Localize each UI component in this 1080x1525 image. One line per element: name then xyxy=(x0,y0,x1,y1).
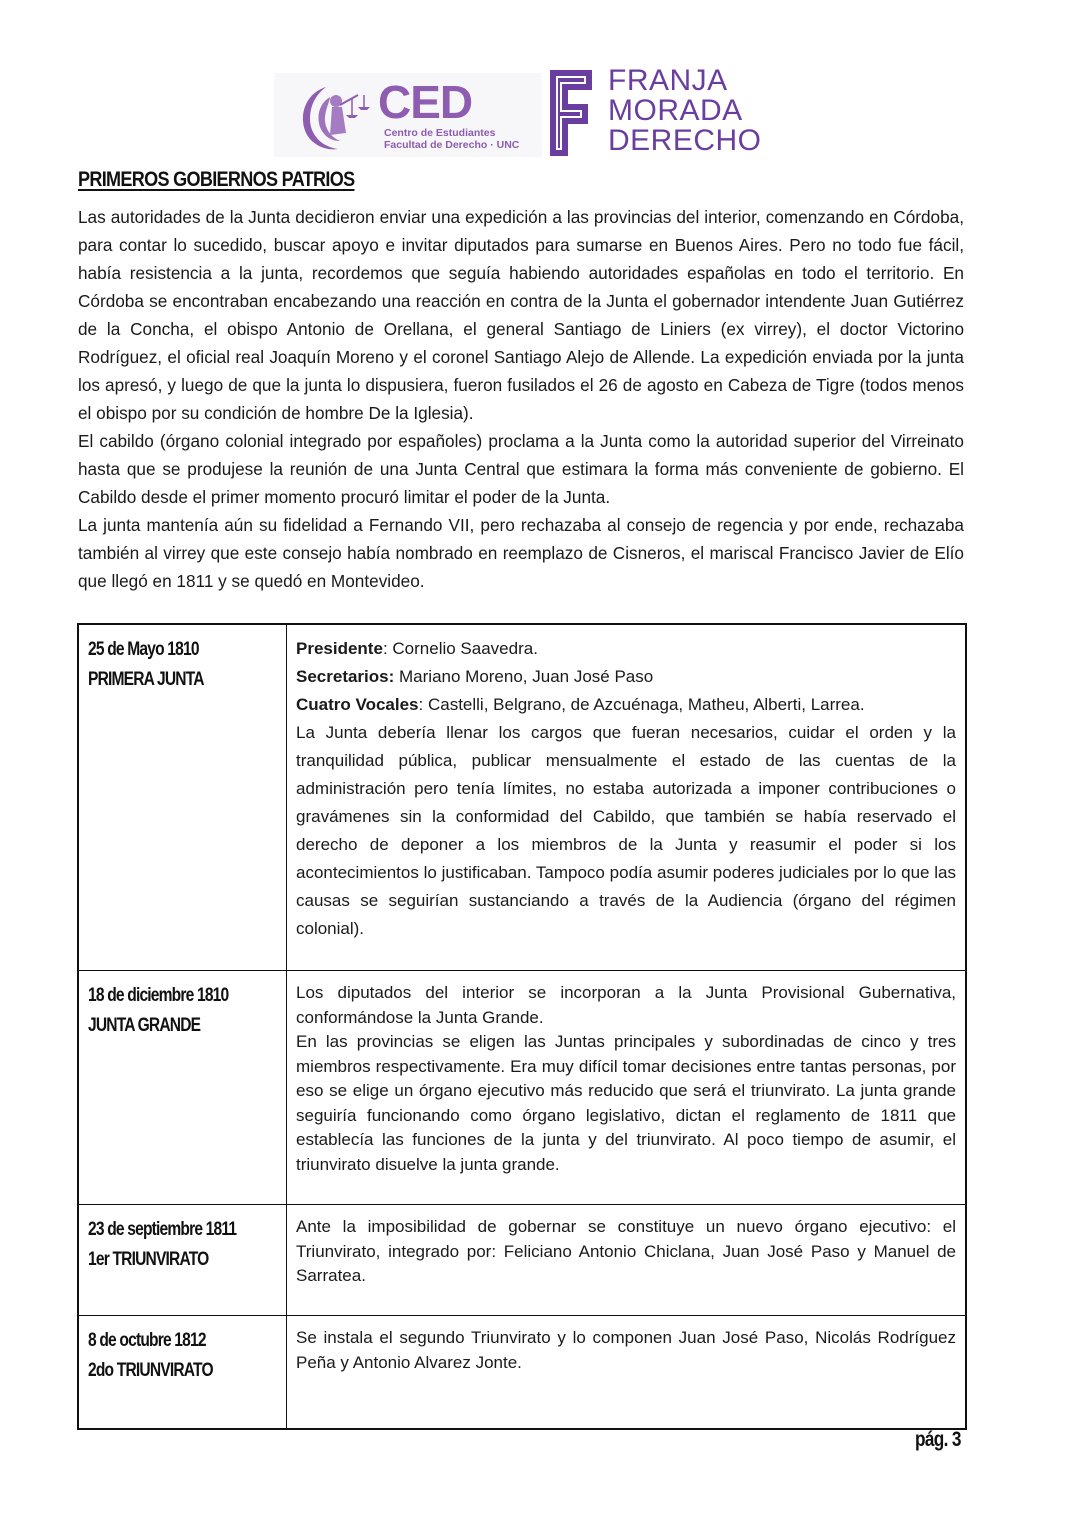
intro-paragraph: El cabildo (órgano colonial integrado por españoles) proclama a la Junta como la autoridad superior del Virreinato hasta que se produjese la reunión de una Junta Central que estimara la forma más conveniente de gobierno. El Cabildo desde el primer momento procuró limitar el poder de la Junta. xyxy=(78,431,964,507)
member-line-vocales: Cuatro Vocales: Castelli, Belgrano, de Azcuénaga, Matheu, Alberti, Larrea. xyxy=(296,695,865,714)
row-date: 23 de septiembre 1811 xyxy=(88,1219,237,1240)
franja-line-3: DERECHO xyxy=(608,124,762,157)
row-government-name: PRIMERA JUNTA xyxy=(88,669,204,690)
table-row xyxy=(78,1316,966,1430)
governments-timeline-table xyxy=(77,623,967,1430)
date-cell xyxy=(78,1205,287,1316)
row-date: 8 de octubre 1812 xyxy=(88,1330,206,1351)
intro-text xyxy=(78,203,964,595)
date-cell xyxy=(78,1316,287,1430)
ced-subtitle-line-2: Facultad de Derecho · UNC xyxy=(384,139,520,151)
table-row xyxy=(78,1205,966,1316)
row-government-name: 2do TRIUNVIRATO xyxy=(88,1360,213,1381)
date-cell xyxy=(78,971,287,1205)
row-description: Se instala el segundo Triunvirato y lo componen Juan José Paso, Nicolás Rodríguez Peña y Antonio Alvarez Jonte. xyxy=(296,1328,956,1372)
description-cell xyxy=(287,1316,967,1430)
ced-wordmark: CED xyxy=(378,76,473,128)
description-cell xyxy=(287,624,967,971)
intro-paragraph: La junta mantenía aún su fidelidad a Fernando VII, pero rechazaba al consejo de regencia y por ende, rechazaba también al virrey que este consejo había nombrado en reemplazo de Cisneros, el mariscal Francisco Javier de Elío que llegó en 1811 y se quedó en Montevideo. xyxy=(78,515,964,591)
intro-paragraph: Las autoridades de la Junta decidieron enviar una expedición a las provincias del interior, comenzando en Córdoba, para contar lo sucedido, buscar apoyo e invitar diputados para sumarse en Buenos Aires. Pero no todo fue fácil, había resistencia a la junta, recordemos que seguía habiendo autoridades españolas en todo el territorio. En Córdoba se encontraban encabezando una reacción en contra de la Junta el gobernador intendente Juan Gutiérrez de la Concha, el obispo Antonio de Orellana, el general Santiago de Liniers (ex virrey), el doctor Victorino Rodríguez, el oficial real Joaquín Moreno y el coronel Santiago Alejo de Allende. La expedición enviada por la junta los apresó, y luego de que la junta lo dispusiera, fueron fusilados el 26 de agosto en Cabeza de Tigre (todos menos el obispo por su condición de hombre De la Iglesia). xyxy=(78,207,964,423)
ced-subtitle-line-1: Centro de Estudiantes xyxy=(384,127,496,139)
description-cell xyxy=(287,971,967,1205)
franja-morada-wordmark xyxy=(608,66,762,156)
member-line-president: Presidente: Cornelio Saavedra. xyxy=(296,639,538,658)
ced-logo xyxy=(274,73,542,157)
page-header xyxy=(274,66,774,160)
table-row xyxy=(78,971,966,1205)
document-title: PRIMEROS GOBIERNOS PATRIOS xyxy=(78,168,355,191)
row-description: Ante la imposibilidad de gobernar se constituye un nuevo órgano ejecutivo: el Triunvirato, integrado por: Feliciano Antonio Chiclana, Juan José Paso y Manuel de Sarratea. xyxy=(296,1217,956,1285)
row-description: La Junta debería llenar los cargos que fueran necesarios, cuidar el orden y la tranquilidad pública, publicar mensualmente el estado de las cuentas de la administración pero tenía límites, no estaba autorizada a imponer contribuciones o gravámenes sin la conformidad del Cabildo, que también se había reservado el derecho de deponer a los miembros de la Junta y reasumir el poder si los acontecimientos lo justificaban. Tampoco podía asumir poderes judiciales por lo que las causas se seguirían sustanciando a través de la Audiencia (órgano del régimen colonial). xyxy=(296,723,956,938)
row-date: 25 de Mayo 1810 xyxy=(88,639,199,660)
row-government-name: 1er TRIUNVIRATO xyxy=(88,1249,209,1270)
row-government-name: JUNTA GRANDE xyxy=(88,1015,201,1036)
franja-line-2: MORADA xyxy=(608,94,743,127)
date-cell xyxy=(78,624,287,971)
member-line-secretaries: Secretarios: Mariano Moreno, Juan José Paso xyxy=(296,667,654,686)
row-date: 18 de diciembre 1810 xyxy=(88,985,229,1006)
franja-morada-logo xyxy=(548,66,774,160)
franja-f-mark-icon xyxy=(548,68,594,158)
row-description: Los diputados del interior se incorporan a la Junta Provisional Gubernativa, conformándose la Junta Grande. xyxy=(296,983,956,1027)
franja-line-1: FRANJA xyxy=(608,64,728,97)
description-cell xyxy=(287,1205,967,1316)
page-number: pág. 3 xyxy=(915,1428,961,1451)
table-row xyxy=(78,624,966,971)
ced-subtitle xyxy=(384,127,519,151)
justice-emblem-icon xyxy=(296,81,376,153)
row-description: En las provincias se eligen las Juntas principales y subordinadas de cinco y tres miembros respectivamente. Era muy difícil tomar decisiones entre tantas personas, por eso se elige un órgano ejecutivo más reducido que será el triunvirato. La junta grande seguiría funcionando como órgano legislativo, dictan el reglamento de 1811 que establecía las funciones de la junta y del triunvirato. Al poco tiempo de asumir, el triunvirato disuelve la junta grande. xyxy=(296,1032,956,1174)
